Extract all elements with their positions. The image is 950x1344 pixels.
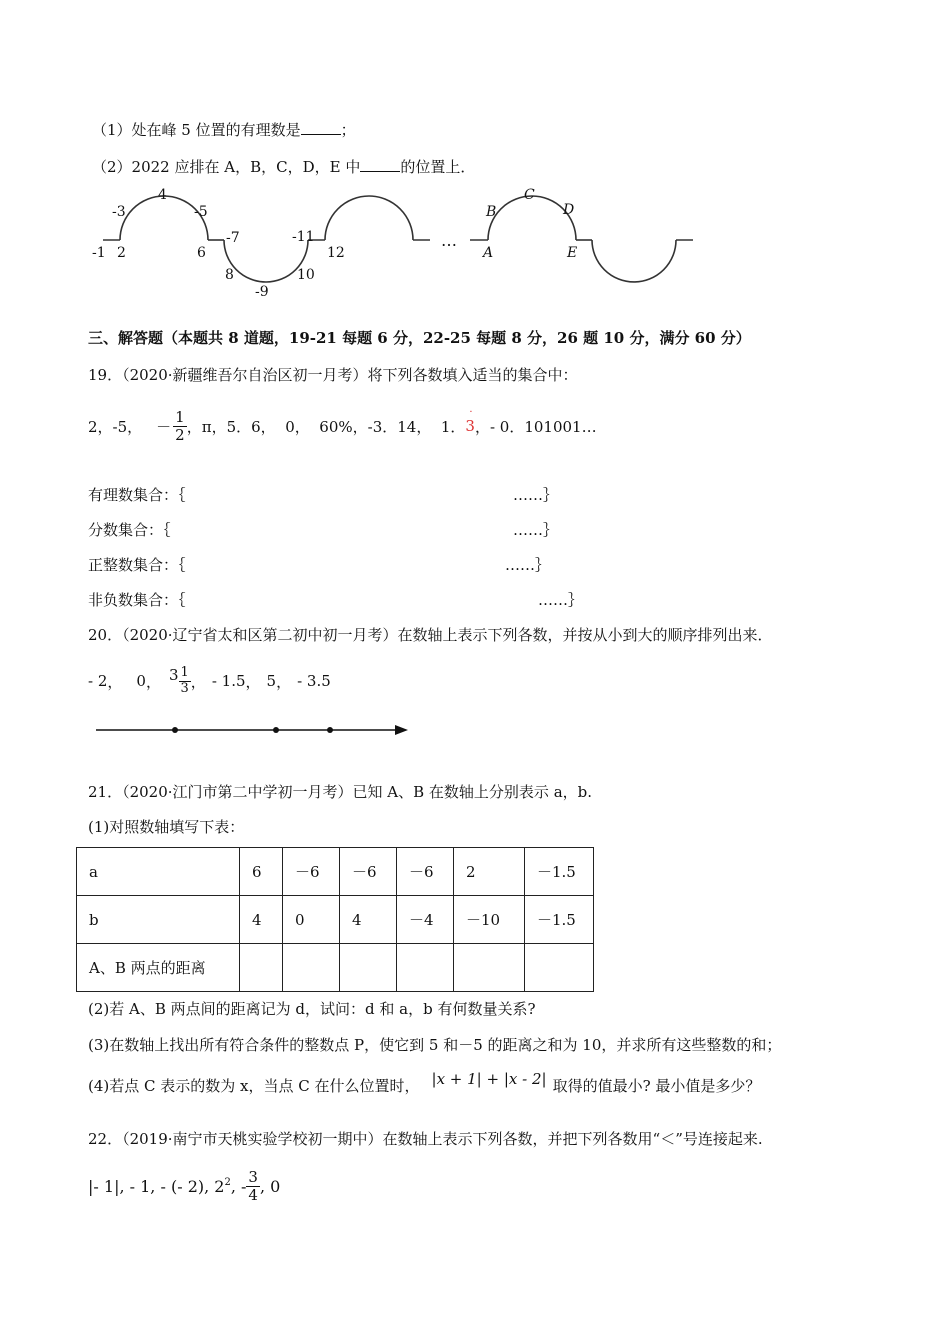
table-cell: －6 — [340, 848, 397, 896]
label-B: B — [486, 204, 497, 220]
label-E: E — [567, 245, 578, 261]
label-neg1: -1 — [92, 245, 106, 261]
q22-stem: 22．（2019·南宁市天桃实验学校初一期中）在数轴上表示下列各数，并把下列各数用“＜”号连接起来. — [88, 1130, 763, 1148]
distance-table — [76, 847, 594, 992]
table-cell — [340, 944, 397, 992]
label-A: A — [483, 245, 494, 261]
label-neg7: -7 — [226, 230, 240, 246]
table-cell: －6 — [397, 848, 454, 896]
table-cell — [525, 944, 594, 992]
table-cell: 4 — [240, 896, 283, 944]
answer-blank — [360, 157, 400, 172]
q18-part1: （1）处在峰 5 位置的有理数是 ； — [92, 121, 356, 139]
table-cell: 2 — [454, 848, 525, 896]
answer-blank — [301, 120, 341, 135]
label-ellipsis: … — [441, 231, 457, 250]
table-cell: －6 — [283, 848, 340, 896]
label-neg3: -3 — [112, 204, 126, 220]
table-cell — [397, 944, 454, 992]
set-nonneg: 非负数集合：｛ — [88, 591, 186, 609]
q21-part1: (1)对照数轴填写下表： — [88, 818, 245, 836]
table-cell — [454, 944, 525, 992]
table-cell: －4 — [397, 896, 454, 944]
table-row — [77, 896, 594, 944]
table-cell: －10 — [454, 896, 525, 944]
q20-numbers: - 2 ， 0 ， 3 $\frac{1}{3}$ ， - 1.5 ， 5 ， - 3.5 — [88, 665, 331, 696]
repeating-digit: · 3 — [465, 407, 475, 435]
table-row — [77, 848, 594, 896]
wave-diagram — [0, 180, 950, 305]
q21-stem: 21．（2020·江门市第二中学初一月考）已知 A、B 在数轴上分别表示 a，b. — [88, 783, 593, 801]
section-title: 三、解答题（本题共 8 道题，19-21 每题 6 分，22-25 每题 8 分，26 题 10 分，满分 60 分） — [88, 329, 751, 347]
mixed-fraction: $\frac{1}{3}$ — [180, 665, 189, 696]
set-nonneg-end: ……｝ — [538, 591, 584, 609]
set-rational-end: ……｝ — [513, 486, 559, 504]
fraction-three-quarters: $\frac{3}{4}$ — [248, 1168, 258, 1204]
q19-stem: 19．（2020·新疆维吾尔自治区初一月考）将下列各数填入适当的集合中： — [88, 366, 578, 384]
label-12: 12 — [327, 245, 345, 261]
q21-part2: (2)若 A、B 两点间的距离记为 d，试问：d 和 a，b 有何数量关系? — [88, 1000, 536, 1018]
label-neg9: -9 — [255, 284, 269, 300]
label-C: C — [524, 187, 535, 203]
set-rational: 有理数集合：｛ — [88, 486, 186, 504]
table-cell: A、B 两点的距离 — [77, 944, 240, 992]
q21-part3: (3)在数轴上找出所有符合条件的整数点 P，使它到 5 和－5 的距离之和为 10，并求所有这些整数的和； — [88, 1036, 782, 1054]
table-cell: －1.5 — [525, 896, 594, 944]
table-cell: a — [77, 848, 240, 896]
table-cell: 4 — [340, 896, 397, 944]
q20-stem: 20．（2020·辽宁省太和区第二初中初一月考）在数轴上表示下列各数，并按从小到大的顺序排列出来． — [88, 626, 773, 644]
label-4: 4 — [158, 187, 167, 203]
q19-numbers: 2，-5， － $\frac{1}{2}$ ，π，5．6， 0， 60%，-3．14， 1． · 3 ，- 0．101001… — [88, 407, 597, 444]
set-posint-end: ……｝ — [505, 556, 551, 574]
fraction-half: $\frac{1}{2}$ — [175, 408, 185, 444]
tick-dot — [273, 727, 279, 733]
q21-part4: (4)若点 C 表示的数为 x，当点 C 在什么位置时， |x + 1| + |x - 2| 取得的值最小? 最小值是多少？ — [88, 1070, 761, 1095]
table-cell: －1.5 — [525, 848, 594, 896]
set-posint: 正整数集合：｛ — [88, 556, 186, 574]
set-fraction-end: ……｝ — [513, 521, 559, 539]
table-cell: b — [77, 896, 240, 944]
tick-dot — [327, 727, 333, 733]
table-row — [77, 944, 594, 992]
abs-expression: |x + 1| + |x - 2| — [431, 1070, 547, 1088]
label-neg11: -11 — [292, 229, 315, 245]
table-cell — [240, 944, 283, 992]
table-cell: 6 — [240, 848, 283, 896]
label-10: 10 — [297, 267, 315, 283]
table-cell — [283, 944, 340, 992]
tick-dot — [172, 727, 178, 733]
label-neg5: -5 — [194, 204, 208, 220]
label-D: D — [563, 202, 575, 218]
set-fraction: 分数集合：｛ — [88, 521, 171, 539]
label-6: 6 — [197, 245, 206, 261]
number-line — [90, 720, 420, 740]
repeat-dot: · — [469, 407, 473, 418]
q18-part2: （2）2022 应排在 A，B，C，D，E 中 的位置上． — [92, 158, 476, 176]
label-8: 8 — [225, 267, 234, 283]
table-cell: 0 — [283, 896, 340, 944]
label-2: 2 — [117, 245, 126, 261]
q22-numbers: |- 1|, - 1, - (- 2), 2 $^2$ , - $\frac{3}{4}$ , 0 — [88, 1168, 281, 1204]
